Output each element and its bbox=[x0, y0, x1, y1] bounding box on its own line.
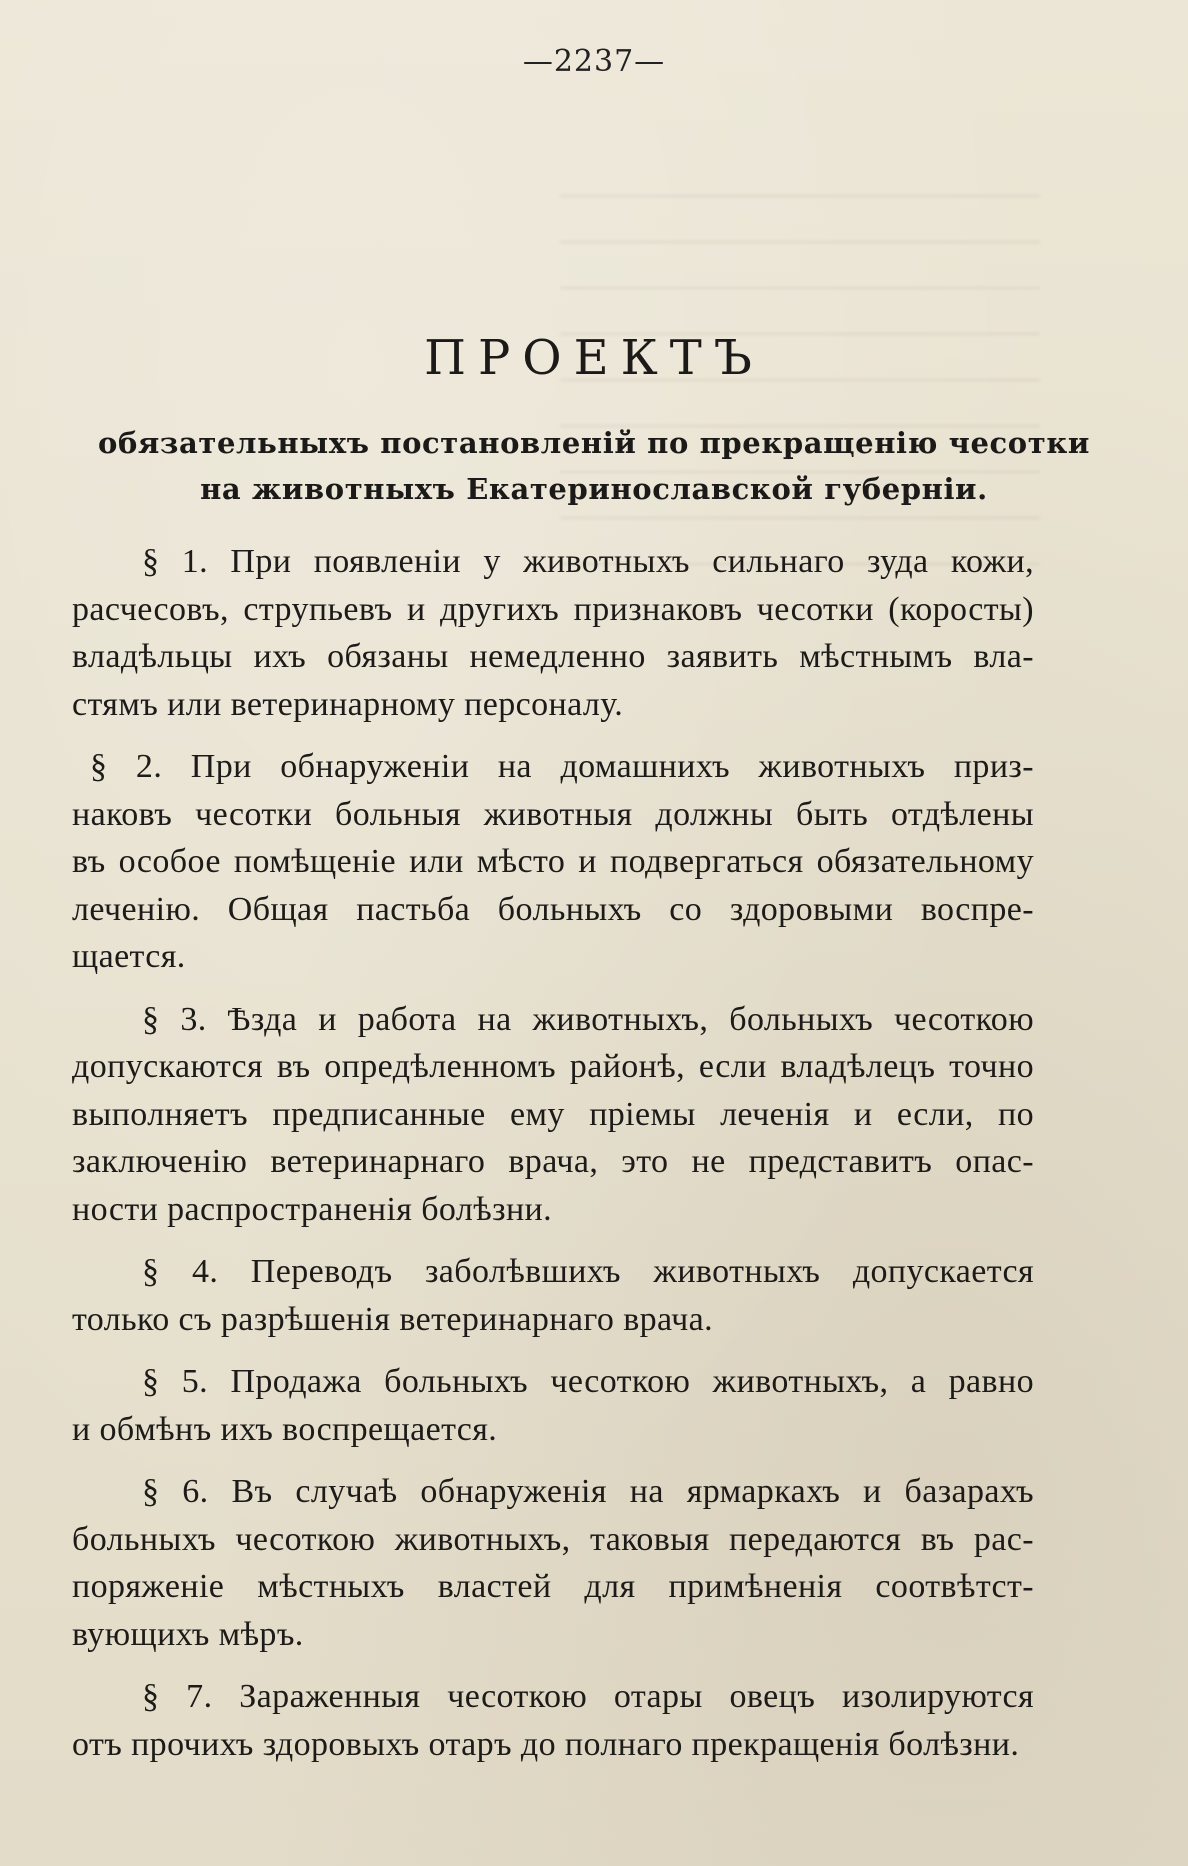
paragraph-line: отъ прочихъ здоровыхъ отаръ до полнаго прекращенія болѣзни. bbox=[72, 1725, 1020, 1763]
paragraph-7 bbox=[72, 1673, 1034, 1768]
paragraph-line: § 1. При появленіи у животныхъ сильнаго зуда кожи, bbox=[142, 543, 1034, 580]
paragraph-line: § 4. Переводъ заболѣвшихъ животныхъ допускается bbox=[142, 1253, 1034, 1290]
document-subtitle bbox=[60, 420, 1128, 512]
paragraph-2 bbox=[72, 743, 1034, 981]
paragraph-line: § 3. Ѣзда и работа на животныхъ, больныхъ чесоткою bbox=[142, 1000, 1034, 1038]
paragraph-5 bbox=[72, 1358, 1034, 1453]
paragraph-line: наковъ чесотки больныя животныя должны быть отдѣлены bbox=[72, 795, 1034, 833]
paragraph-6 bbox=[72, 1468, 1034, 1658]
paragraph-line: больныхъ чесоткою животныхъ, таковыя передаются въ рас- bbox=[72, 1520, 1034, 1558]
paragraph-line: выполняетъ предписанные ему пріемы леченія и если, по bbox=[72, 1095, 1034, 1133]
paragraph-line: въ особое помѣщеніе или мѣсто и подвергаться обязательному bbox=[72, 843, 1034, 880]
paragraph-line: расчесовъ, струпьевъ и другихъ признаковъ чесотки (коросты) bbox=[72, 590, 1034, 628]
paragraph-4 bbox=[72, 1248, 1034, 1343]
paragraph-line: щается. bbox=[72, 938, 186, 975]
document-title: ПРОЕКТЪ bbox=[424, 330, 764, 386]
paragraph-line: заключенію ветеринарнаго врача, это не представитъ опас- bbox=[72, 1143, 1034, 1180]
paragraph-line: вующихъ мѣръ. bbox=[72, 1615, 304, 1653]
paragraph-line: владѣльцы ихъ обязаны немедленно заявить мѣстнымъ вла- bbox=[72, 638, 1034, 675]
paragraph-line: § 6. Въ случаѣ обнаруженія на ярмаркахъ и базарахъ bbox=[142, 1473, 1034, 1510]
paragraph-3 bbox=[72, 996, 1034, 1234]
paragraph-line: § 5. Продажа больныхъ чесоткою животныхъ, а равно bbox=[142, 1363, 1034, 1400]
paragraph-line: леченію. Общая пастьба больныхъ со здоровыми воспре- bbox=[72, 890, 1034, 928]
subtitle-line: на животныхъ Екатеринославской губерніи. bbox=[200, 472, 988, 506]
paragraph-line: и обмѣнъ ихъ воспрещается. bbox=[72, 1410, 498, 1448]
page-number: —2237— bbox=[522, 44, 666, 79]
document-body bbox=[72, 538, 1034, 1783]
paragraph-line: стямъ или ветеринарному персоналу. bbox=[72, 685, 624, 723]
paragraph-line: только съ разрѣшенія ветеринарнаго врача. bbox=[72, 1300, 714, 1338]
paragraph-line: поряженіе мѣстныхъ властей для примѣненія соотвѣтст- bbox=[72, 1568, 1034, 1605]
paragraph-line: допускаются въ опредѣленномъ районѣ, если владѣлецъ точно bbox=[72, 1048, 1034, 1085]
paragraph-1 bbox=[72, 538, 1034, 728]
paragraph-line: § 7. Зараженныя чесоткою отары овецъ изолируются bbox=[142, 1678, 1034, 1715]
paragraph-line: § 2. При обнаруженіи на домашнихъ животныхъ приз- bbox=[90, 748, 1034, 785]
paragraph-line: ности распространенія болѣзни. bbox=[72, 1190, 553, 1228]
subtitle-line: обязательныхъ постановленій по прекращенію чесотки bbox=[98, 426, 1090, 460]
